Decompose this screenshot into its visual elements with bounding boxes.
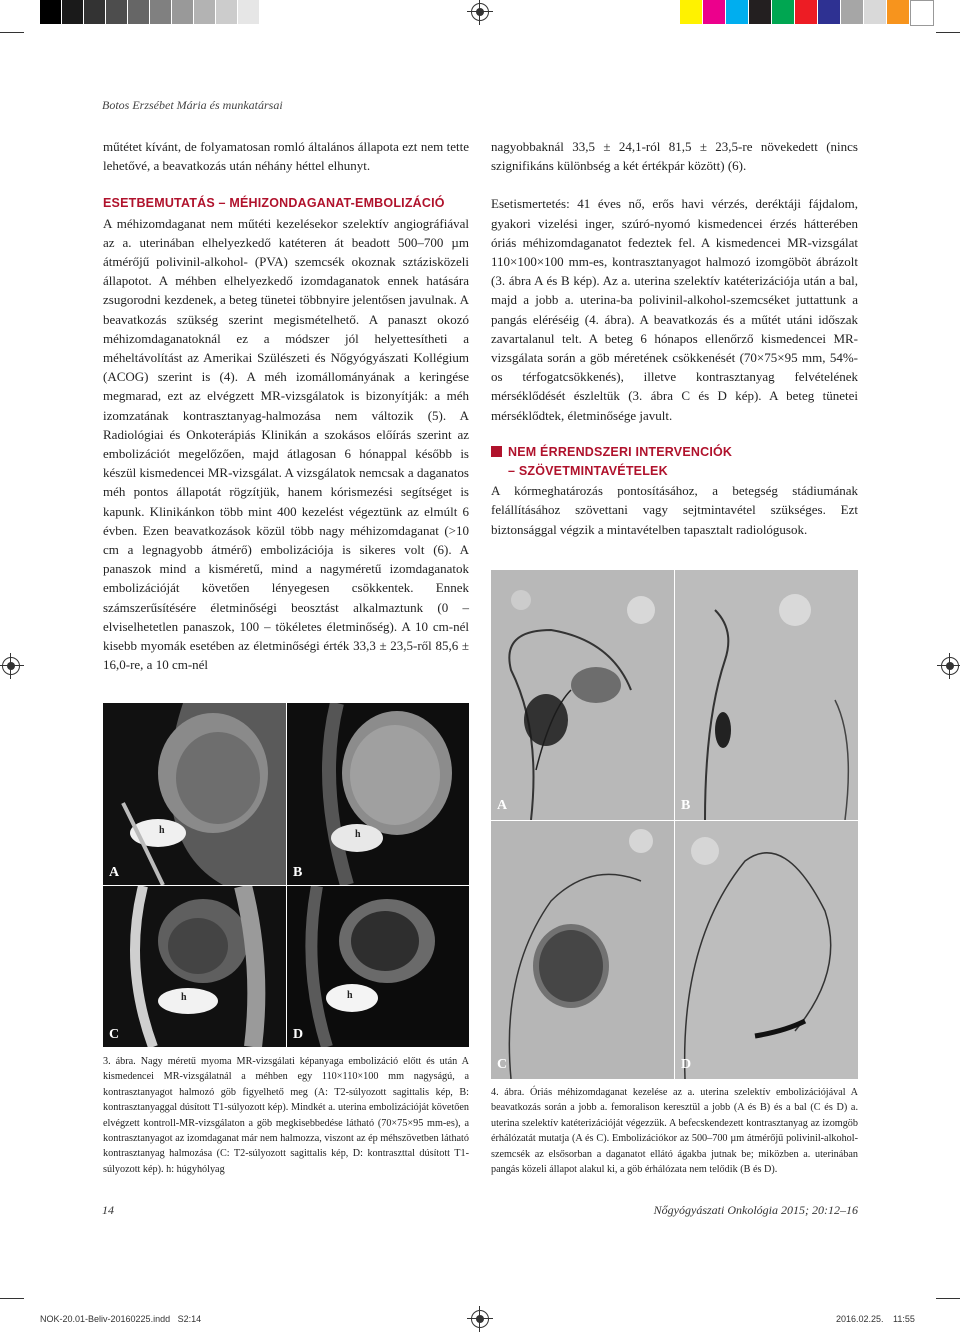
registration-mark-left — [2, 657, 20, 675]
section-heading-block — [491, 443, 858, 481]
mri-image-d — [287, 886, 469, 1047]
section-heading: NEM ÉRRENDSZERI INTERVENCIÓK — [508, 444, 733, 459]
paragraph: műtétet kívánt, de folyamatosan romló általános állapota ezt nem tette lehetővé, a beavatkozás után néhány héttel elhunyt. — [103, 139, 469, 174]
mri-image-a — [103, 703, 286, 885]
panel-label-a: A — [497, 798, 508, 813]
panel-label-c: C — [497, 1057, 508, 1072]
right-column — [491, 137, 858, 539]
paragraph: A méhizomdaganat nem műtéti kezelésekor szelektív angiográfiával az a. uterinában elhelyezkedő katéteren át beadott 500–700 µm átmérőjű polivinil-alkohol- (PVA) szemcsék okoznak sztázisközeli állapotot. A méhben elhelyezkedő izomdaganatok ennek hatására zsugorodni kezdenek, a beteg tünetei többnyire jelentősen javulnak. A beavatkozás szükség szerint megismételhető. A panaszt okozó méhizomdaganatoknál ez a módszer jól helyettesítheti a méheltávolítást az Amerikai Szülészeti és Nőgyógyászati Kollégium (ACOG) szerint is (4). A méh izomállományának a keringése megmarad, ezt az elvégzett MR-vizsgálatok is bizonyítják: a méh izomzatának kontrasztanyag-halmozása nem változik (5). A Radiológiai és Onkoterápiás Klinikán a szokásos előírás szerint az embolizációt megelőzően, majd átlagosan 6 hónappal később is készül kismedencei MR-vizsgálat. A vizsgálatok nemcsak a daganatos méh pontos állapotát rögzítjük, hanem kórismezési segítséget is kapunk. Klinikánkon több mint 400 kezelést végeztünk az elmúlt 6 évben. Ezen beavatkozások közül több nagy méhizomdaganat (>10 cm a legnagyobb átmérő) embolizációja is sikeres volt (6). A panaszok mind a kisméretű, mind a nagyméretű izomdaganatok embolizációját követően lényegesen csökkentek. Ennek számszerűsítésére életminőségi beosztást alkalmaztunk (0 – elviselhetetlen panaszok, 100 – tökéletes életminőség). A 10 cm-nél kisebb myomák esetében az életminőségi érték 33,3 ± 23,5-ről 85,6 ± 16,0-re, a 10 cm-nél — [103, 215, 469, 673]
journal-citation: Nőgyógyászati Onkológia 2015; 20:12–16 — [653, 1203, 858, 1217]
angio-image-c — [491, 821, 674, 1079]
panel-label-d: D — [681, 1057, 692, 1072]
panel-label-d: D — [293, 1027, 304, 1042]
panel-label-a: A — [109, 865, 120, 880]
panel-label-b: B — [293, 865, 303, 880]
bladder-label: h — [355, 829, 361, 840]
caption-text: Nagy méretű myoma MR-vizsgálati képanyaga embolizáció előtt és után A kismedencei MR-vizsgálatnál a méhben egy 110×110×100 mm nagyságú, a kontrasztanyagot halmozó göb figyelhető meg (A: T2-súlyozott sagittalis kép, B: kontrasztanyaggal dúsított T1-súlyozott kép). Mindkét a. uterina embolizációját követően elvégzett kontroll-MR-vizsgálaton a göb megkisebbedése látható (70×75×95 mm-es), a kontrasztanyagot az izomdaganat már nem halmozza, viszont az ép méhszövetben látható kontrasztanyag halmozása (C: T2-súlyozott sagittalis kép, D: kontraszttal dúsított T1-súlyozott kép). h: húgyhólyag — [103, 1056, 469, 1175]
paragraph: A kórmeghatározás pontosításához, a betegség stádiumának felállításához szövettani vagy sejtmintavétel szükséges. Ezt biztonsággal végzik a mintavételben tapasztalt radiológusok. — [491, 483, 858, 537]
paragraph: nagyobbaknál 33,5 ± 24,1-ról 81,5 ± 23,5-re növekedett (nincs szignifikáns különbség a két értékpár között) (6). — [491, 139, 858, 174]
crop-mark — [0, 32, 24, 33]
caption-title: 4. ábra. — [491, 1087, 525, 1098]
registration-mark-bottom — [471, 1310, 489, 1328]
panel-label-b: B — [681, 798, 691, 813]
crop-mark — [936, 1298, 960, 1299]
angio-image-d — [675, 821, 858, 1079]
figure-4-caption — [491, 1085, 858, 1177]
mri-image-b — [287, 703, 469, 885]
heading-square-icon — [491, 446, 502, 457]
caption-text: Óriás méhizomdaganat kezelése az a. uterina szelektív embolizációjával A beavatkozás során a jobb a. femoralison keresztül a jobb (A és B) és a bal (C és D) a. uterina szelektív katéterizációját végezzük. A befecskendezett kontrasztanyag az izomgöb érhálózatát mutatja (A és C). Embolizációkor az 500–700 µm átmérőjű polivinil-alkohol-szemcsék az elsősorban a daganatot ellátó ágakba jutnak be; miközben a. uterinában pangás közeli állapot alakul ki, a göb érhálózata nem telődik (B és D). — [491, 1087, 859, 1176]
angio-image-a — [491, 570, 674, 820]
color-bar — [680, 0, 934, 24]
slug-date: 2016.02.25. — [836, 1314, 884, 1324]
running-head: Botos Erzsébet Mária és munkatársai — [102, 98, 283, 112]
caption-title: 3. ábra. — [103, 1056, 136, 1067]
slug-file: NOK-20.01-Beliv-20160225.indd S2:14 — [40, 1314, 202, 1324]
angio-image-b — [675, 570, 858, 820]
bladder-label: h — [347, 990, 353, 1001]
registration-mark-right — [941, 657, 959, 675]
paragraph: Esetismertetés: 41 éves nő, erős havi vérzés, deréktáji fájdalom, gyakori vizelési inger, szúró-nyomó kismedencei érzés hátterében óriás méhizomdaganatot fedeztek fel. A kismedencei MR-vizsgálat 110×100×100 mm-es, kontrasztanyagot halmozó izomgöböt ábrázolt (3. ábra A és B kép). Az a. uterina szelektív katéterizációja után a bal, majd a jobb a. uterina-ba polivinil-alkohol-szemcséket juttattunk a pangás eléréséig (4. ábra). A beavatkozás és a műtét utáni időszak zavartalanul telt. A beteg 6 hónapos ellenőrző kismedencei MR-vizsgálata során a göb méretének csökkenését (70×75×95 mm, 54%-os térfogatcsökkenés), illetve kontrasztanyag felvételének mérséklődését észleltük (3. ábra C és D kép). A beteg tünetei mérséklődtek, életminősége javult. — [491, 196, 858, 423]
grayscale-bar — [40, 0, 260, 24]
crop-mark — [0, 1298, 24, 1299]
figure-3-caption — [103, 1054, 469, 1177]
section-heading: ESETBEMUTATÁS – MÉHIZONDAGANAT-EMBOLIZÁCIÓ — [103, 196, 445, 211]
left-column — [103, 137, 469, 674]
bladder-label: h — [181, 992, 187, 1003]
section-heading: – SZÖVETMINTAVÉTELEK — [508, 464, 668, 479]
slug-time: 11:55 — [893, 1314, 915, 1324]
mri-image-c — [103, 886, 286, 1047]
crop-mark — [936, 32, 960, 33]
bladder-label: h — [159, 825, 165, 836]
page-number: 14 — [102, 1203, 114, 1217]
panel-label-c: C — [109, 1027, 120, 1042]
registration-mark-top — [471, 3, 489, 21]
